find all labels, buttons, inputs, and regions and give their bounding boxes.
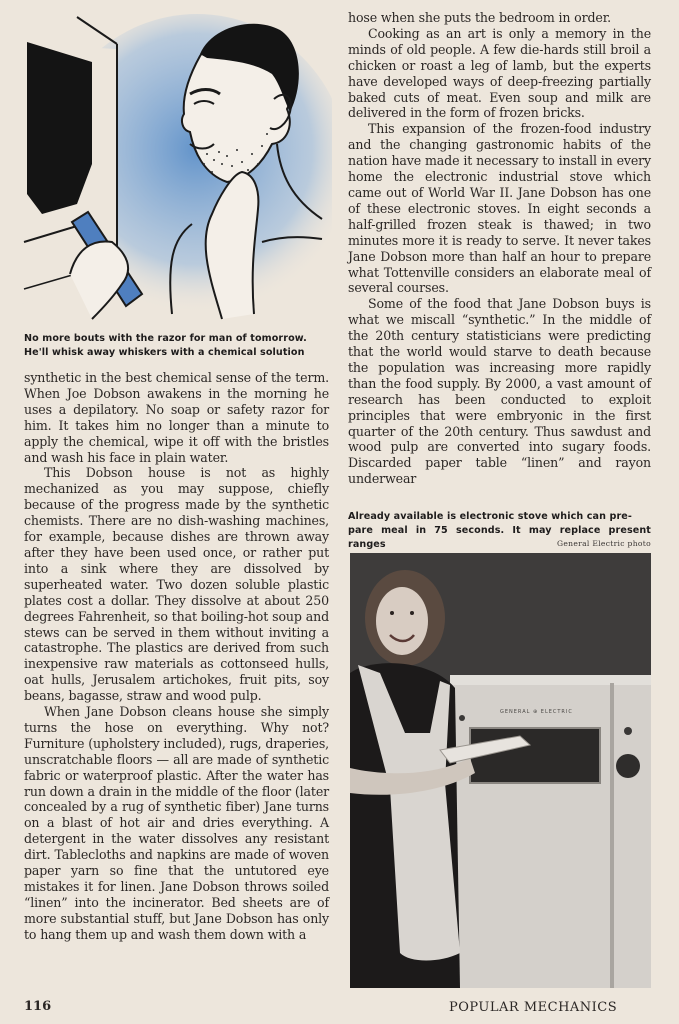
mirror-reflection — [27, 42, 92, 214]
page-number: 116 — [24, 999, 52, 1014]
photo-caption-line-1: Already available is electronic stove which can pre- — [348, 511, 632, 522]
illustration-caption — [24, 332, 330, 360]
man-depilatory-drawing — [22, 14, 332, 324]
photo-caption-line-2: pare meal in 75 seconds. It may replace present ranges — [348, 525, 651, 550]
right-paragraph-1: hose when she puts the bedroom in order. — [348, 10, 612, 25]
stove-knob — [616, 754, 640, 778]
illustration-caption-line-1: No more bouts with the razor for man of tomorrow. — [24, 333, 307, 344]
shaving-illustration — [22, 14, 332, 324]
woman-stove-photo — [350, 553, 651, 988]
right-paragraph-4: Some of the food that Jane Dobson buys is what we miscall “synthetic.” In the middle of the 20th century statisticians were predicting that the world would starve to death because the population was increasing more rapidly than the food supply. By 2000, a vast amount of research has been conducted to exploit principles that were embryonic in the first quarter of the 20th century. Thus sawdust and wood pulp are converted into sugary foods. Discarded paper table “linen” and rayon underwear — [348, 296, 651, 487]
stove-body — [450, 675, 651, 988]
electronic-stove-photo — [350, 553, 651, 988]
left-column — [24, 370, 329, 943]
left-paragraph-2: This Dobson house is not as highly mechanized as you may suppose, chiefly because of the progress made by the synthetic chemists. There are no dish-washing machines, for example, because dishes are thrown away after they have been used once, or rather put into a sink where they are dissolved by superheated water. Two dozen soluble plastic plates cost a dollar. They dissolve at about 250 degrees Fahrenheit, so that boiling-hot soup and stews can be served in them without inviting a catastrophe. The plastics are derived from such inexpensive raw materials as cottonseed hulls, oat hulls, Jerusalem artichokes, fruit pits, soy beans, bagasse, straw and wood pulp. — [24, 465, 329, 704]
right-paragraph-3: This expansion of the frozen-food industry and the changing gastronomic habits of the nation have made it necessary to install in every home the electronic industrial stove which came out of World War II. Jane Dobson has one of these electronic stoves. In eight seconds a half-grilled frozen steak is thawed; in two minutes more it is ready to serve. It never takes Jane Dobson more than half an hour to prepare what Tottenville considers an elaborate meal of several courses. — [348, 121, 651, 296]
left-paragraph-1: synthetic in the best chemical sense of the term. When Joe Dobson awakens in the morning he uses a depilatory. No soap or safety razor for him. It takes him no longer than a minute to apply the chemical, wipe it off with the bristles and wash his face in plain water. — [24, 370, 329, 465]
photo-credit: General Electric photo — [557, 539, 651, 548]
left-paragraph-3: When Jane Dobson cleans house she simply turns the hose on everything. Why not? Furniture (upholstery included), rugs, draperies, unscratchable floors — all are made of synthetic fabric or waterproof plastic. After the water has run down a drain in the middle of the floor (later concealed by a rug of synthetic fiber) Jane turns on a blast of hot air and dries everything. A detergent in the water dissolves any resistant dirt. Tablecloths and napkins are made of woven paper yarn so fine that the untutored eye mistakes it for linen. Jane Dobson throws soiled “linen” into the incinerator. Bed sheets are of more substantial stuff, but Jane Dobson has only to hang them up and wash them down with a — [24, 704, 329, 942]
stove-brand-label: GENERAL ⊕ ELECTRIC — [500, 709, 573, 715]
stove-window — [470, 728, 600, 783]
illustration-caption-line-2: He'll whisk away whiskers with a chemical solution — [24, 347, 305, 358]
magazine-name: POPULAR MECHANICS — [449, 1000, 618, 1015]
right-column — [348, 10, 651, 487]
right-paragraph-2: Cooking as an art is only a memory in the minds of old people. A few die-hards still broil a chicken or roast a leg of lamb, but the experts have developed ways of deep-freezing partially baked cuts of meat. Even soup and milk are delivered in the form of frozen bricks. — [348, 25, 651, 121]
woman-face — [376, 587, 428, 655]
